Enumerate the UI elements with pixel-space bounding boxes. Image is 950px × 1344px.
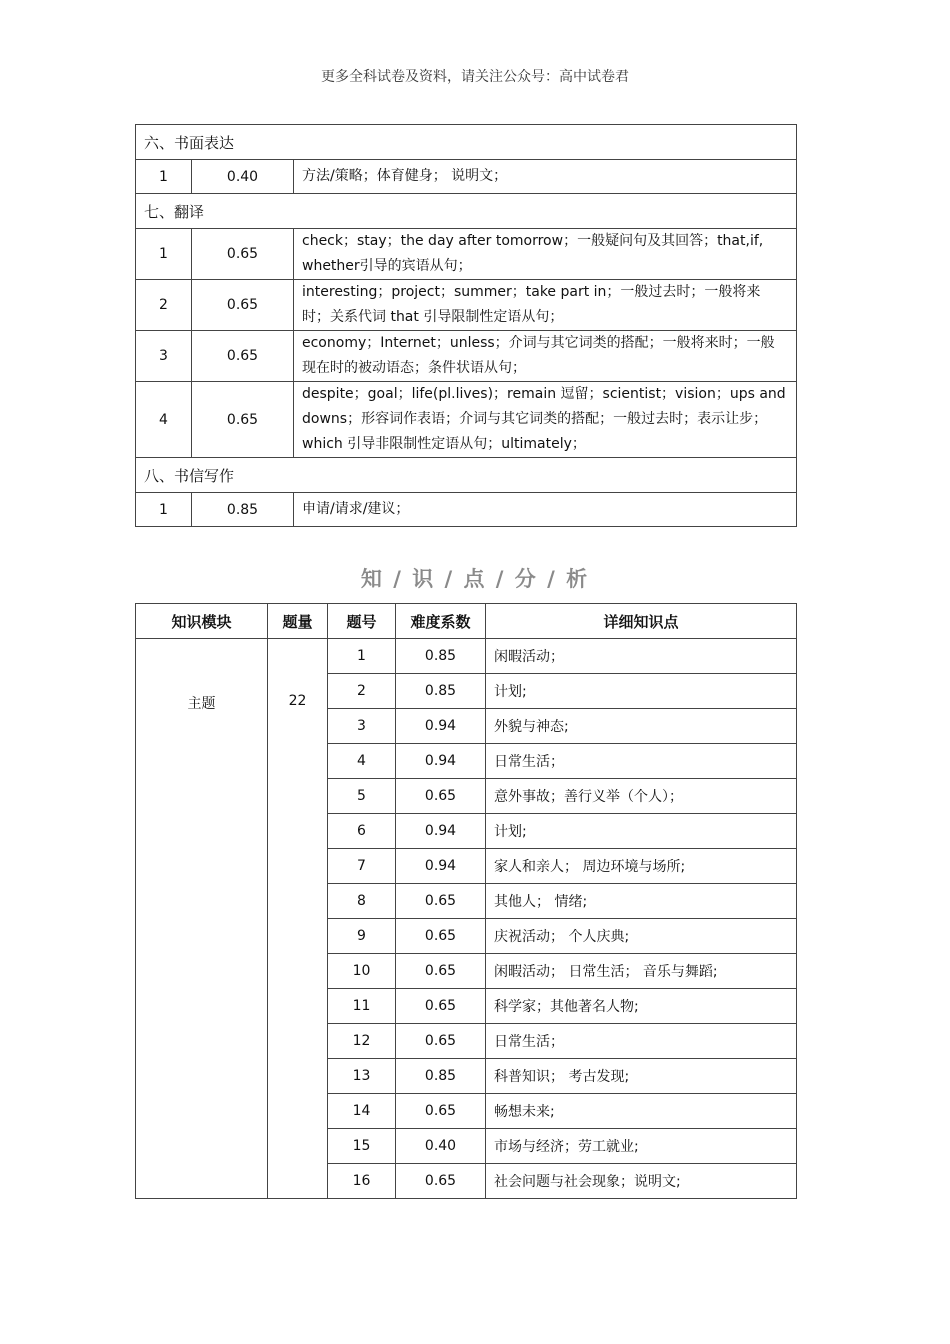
- knowledge-text: 计划;: [486, 674, 797, 709]
- header-module: 知识模块: [136, 604, 268, 639]
- question-number: 11: [328, 989, 396, 1024]
- question-number: 13: [328, 1059, 396, 1094]
- knowledge-text: 闲暇活动； 日常生活； 音乐与舞蹈;: [486, 954, 797, 989]
- question-number: 4: [136, 382, 192, 458]
- table-row: [136, 639, 797, 674]
- question-number: 9: [328, 919, 396, 954]
- knowledge-text: 申请/请求/建议；: [294, 493, 797, 527]
- knowledge-text: 计划;: [486, 814, 797, 849]
- difficulty-value: 0.40: [192, 160, 294, 194]
- difficulty-value: 0.65: [192, 280, 294, 331]
- question-number: 14: [328, 1094, 396, 1129]
- question-number: 1: [136, 493, 192, 527]
- difficulty-value: 0.94: [396, 744, 486, 779]
- header-difficulty: 难度系数: [396, 604, 486, 639]
- knowledge-text: 畅想未来;: [486, 1094, 797, 1129]
- question-number: 12: [328, 1024, 396, 1059]
- difficulty-value: 0.65: [396, 884, 486, 919]
- difficulty-value: 0.65: [396, 1024, 486, 1059]
- question-number: 15: [328, 1129, 396, 1164]
- difficulty-value: 0.65: [396, 989, 486, 1024]
- page-header: 更多全科试卷及资料，请关注公众号：高中试卷君: [321, 69, 629, 85]
- knowledge-text: interesting；project；summer；take part in；一般过去时；一般将来时；关系代词 that 引导限制性定语从句；: [294, 280, 797, 331]
- knowledge-text: 意外事故；善行义举（个人）；: [486, 779, 797, 814]
- table-row: [136, 229, 797, 280]
- table-row: [136, 331, 797, 382]
- question-number: 2: [136, 280, 192, 331]
- knowledge-text: 其他人； 情绪;: [486, 884, 797, 919]
- section-row: [136, 125, 797, 160]
- question-number: 7: [328, 849, 396, 884]
- table-row: [136, 382, 797, 458]
- header-number: 题号: [328, 604, 396, 639]
- knowledge-text: 日常生活；: [486, 744, 797, 779]
- difficulty-value: 0.65: [192, 382, 294, 458]
- difficulty-value: 0.94: [396, 709, 486, 744]
- knowledge-text: 庆祝活动； 个人庆典;: [486, 919, 797, 954]
- section-title: 七、翻译: [136, 194, 797, 229]
- question-number: 1: [328, 639, 396, 674]
- difficulty-value: 0.65: [396, 1094, 486, 1129]
- question-number: 5: [328, 779, 396, 814]
- difficulty-value: 0.94: [396, 849, 486, 884]
- section-row: [136, 194, 797, 229]
- question-number: 8: [328, 884, 396, 919]
- table-row: [136, 493, 797, 527]
- question-number: 16: [328, 1164, 396, 1199]
- knowledge-table: [135, 603, 797, 1199]
- question-number: 1: [136, 160, 192, 194]
- question-number: 1: [136, 229, 192, 280]
- section-title: 六、书面表达: [136, 125, 797, 160]
- knowledge-text: 社会问题与社会现象；说明文;: [486, 1164, 797, 1199]
- question-number: 6: [328, 814, 396, 849]
- section-row: [136, 458, 797, 493]
- difficulty-value: 0.85: [192, 493, 294, 527]
- knowledge-text: despite；goal；life(pl.lives)；remain 逗留；scientist；vision；ups and downs；形容词作表语；介词与其它词类的搭配；一般过去时；表示让步；which 引导非限制性定语从句；ultimately；: [294, 382, 797, 458]
- knowledge-text: 市场与经济；劳工就业;: [486, 1129, 797, 1164]
- table-row: [136, 160, 797, 194]
- question-number: 10: [328, 954, 396, 989]
- difficulty-value: 0.65: [396, 954, 486, 989]
- difficulty-value: 0.85: [396, 674, 486, 709]
- question-number: 2: [328, 674, 396, 709]
- knowledge-text: 外貌与神态;: [486, 709, 797, 744]
- difficulty-value: 0.65: [396, 779, 486, 814]
- knowledge-module: 主题: [136, 639, 268, 1199]
- difficulty-value: 0.85: [396, 1059, 486, 1094]
- header-knowledge: 详细知识点: [486, 604, 797, 639]
- table-header-row: [136, 604, 797, 639]
- difficulty-value: 0.65: [396, 1164, 486, 1199]
- difficulty-value: 0.94: [396, 814, 486, 849]
- knowledge-text: 科普知识； 考古发现;: [486, 1059, 797, 1094]
- difficulty-value: 0.65: [396, 919, 486, 954]
- knowledge-analysis-title: 知 / 识 / 点 / 分 / 析: [360, 567, 590, 591]
- knowledge-text: 科学家；其他著名人物;: [486, 989, 797, 1024]
- difficulty-value: 0.65: [192, 331, 294, 382]
- section-title: 八、书信写作: [136, 458, 797, 493]
- question-count: 22: [268, 639, 328, 1199]
- difficulty-value: 0.40: [396, 1129, 486, 1164]
- question-number: 3: [328, 709, 396, 744]
- knowledge-text: check；stay；the day after tomorrow；一般疑问句及其回答；that,if, whether引导的宾语从句；: [294, 229, 797, 280]
- knowledge-text: economy；Internet；unless；介词与其它词类的搭配；一般将来时；一般现在时的被动语态；条件状语从句；: [294, 331, 797, 382]
- question-number: 3: [136, 331, 192, 382]
- difficulty-value: 0.65: [192, 229, 294, 280]
- header-count: 题量: [268, 604, 328, 639]
- question-table: [135, 124, 797, 527]
- knowledge-text: 家人和亲人； 周边环境与场所;: [486, 849, 797, 884]
- question-number: 4: [328, 744, 396, 779]
- table-row: [136, 280, 797, 331]
- knowledge-text: 方法/策略；体育健身； 说明文；: [294, 160, 797, 194]
- knowledge-text: 闲暇活动；: [486, 639, 797, 674]
- difficulty-value: 0.85: [396, 639, 486, 674]
- knowledge-text: 日常生活；: [486, 1024, 797, 1059]
